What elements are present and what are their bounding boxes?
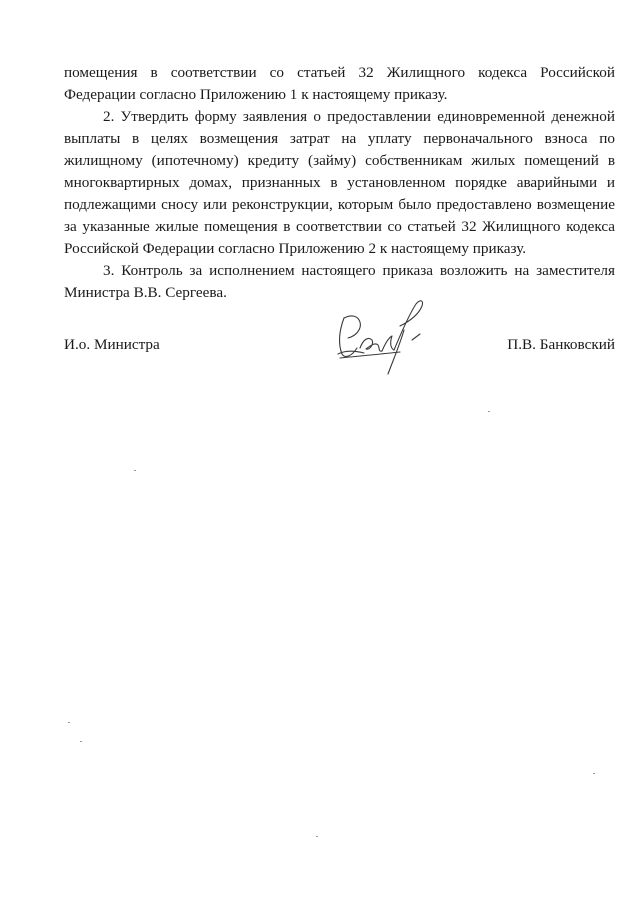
handwritten-signature	[330, 296, 430, 380]
paragraph-item-2: 2. Утвердить форму заявления о предоставлении единовременной денежной выплаты в целях возмещения затрат на уплату первоначального взноса по жилищному (ипотечному) кредиту (займу) собственникам жилых помещений в многоквартирных домах, признанных в установленном порядке аварийными и подлежащими сносу или реконструкции, которым было предоставлено возмещение за указанные жилые помещения в соответствии со статьей 32 Жилищного кодекса Российской Федерации согласно Приложению 2 к настоящему приказу.	[64, 108, 615, 257]
scan-speck	[593, 773, 595, 774]
paragraph-continuation: помещения в соответствии со статьей 32 Жилищного кодекса Российской Федерации согласно Приложению 1 к настоящему приказу.	[64, 64, 615, 103]
scan-speck	[80, 741, 82, 742]
scan-speck	[134, 470, 136, 471]
signatory-role: И.о. Министра	[64, 336, 160, 353]
scan-speck	[488, 411, 490, 412]
scan-speck	[316, 836, 318, 837]
scan-speck	[68, 722, 70, 723]
paragraph-item-3: 3. Контроль за исполнением настоящего приказа возложить на заместителя Министра В.В. Сергеева.	[64, 262, 615, 301]
signatory-name: П.В. Банковский	[507, 336, 615, 353]
document-body	[64, 62, 615, 304]
